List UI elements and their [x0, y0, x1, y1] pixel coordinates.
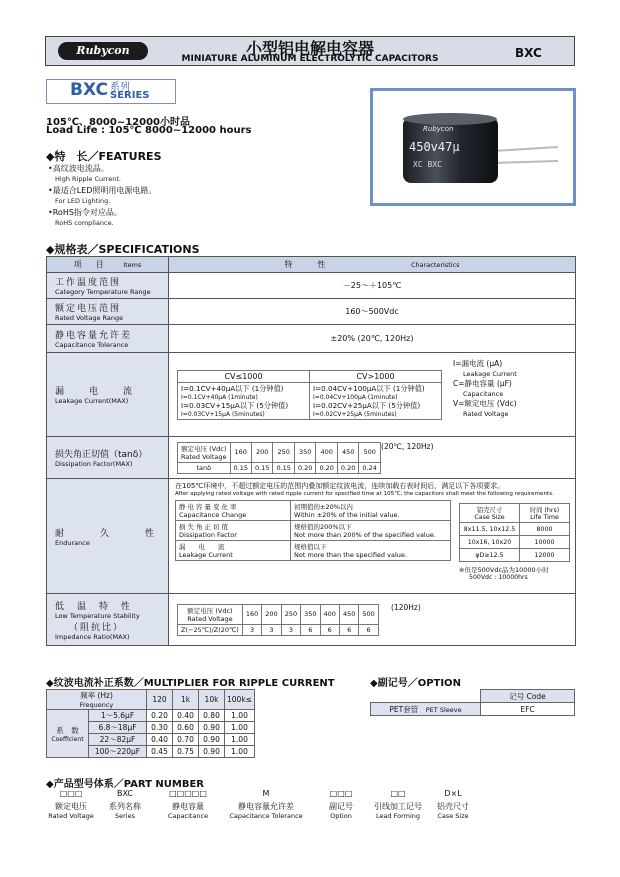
pn-label-en: Capacitance [167, 812, 209, 820]
endurance-note-cn: ※但是500Vdc品为10000小时 [459, 566, 549, 574]
pn-label-en: Capacitance Tolerance [229, 812, 303, 820]
pn-code: □□ [390, 789, 406, 798]
series-label-en: SERIES [110, 90, 150, 101]
voltage-value: 160～500Vdc [169, 299, 576, 325]
series-code: BXC [515, 46, 542, 60]
series-label-cn: 系列 [110, 82, 130, 93]
series-name: BXC [70, 80, 108, 100]
pn-label-cn: 副记号 [329, 802, 353, 811]
pn-code: □□□ [329, 789, 353, 798]
part-number-title: ◆产品型号体系／PART NUMBER [46, 779, 204, 790]
pn-code: □□□□□ [169, 789, 207, 798]
pn-label-cn: 系列名称 [109, 802, 141, 811]
endurance-items-table: 静电容量变化率 Capacitance Change 初期值的±20%以内 Within ±20% of the initial value. 损失角正切值 Dissipation Factor 规格值的200%以下 Not more than 200% of the specified value. 漏 电 流 Leakage Current 规格值以下 Not more than the specified value. [175, 500, 451, 561]
spec-row-dissipation: 损失角正切值（tanδ） Dissipation Factor(MAX) 额定电压 (Vdc) Rated Voltage 160 200 250 350 400 450 500 tanδ 0.15 0.15 0.15 0.20 0.20 0.20 0.24 (20℃, 120Hz) [47, 437, 576, 479]
pn-label-cn: 额定电压 [55, 802, 87, 811]
low-temp-condition: (120Hz) [391, 603, 421, 612]
pn-label-cn: 引线加工记号 [374, 802, 422, 811]
product-photo [370, 88, 576, 206]
pn-label-cn: 铝壳尺寸 [437, 802, 469, 811]
option-table: 记号 Code PET套管 PET Sleeve EFC [370, 689, 575, 716]
photo-cap-text: 450v47μ [409, 140, 460, 154]
feature-cn: •最适合LED照明用电源电路。 [48, 186, 157, 195]
dissipation-table: 额定电压 (Vdc) Rated Voltage 160 200 250 350 400 450 500 tanδ 0.15 0.15 0.15 0.20 0.20 0.20 0.24 [177, 442, 381, 474]
spec-row-low-temp: 低 温 特 性 Low Temperature Stability （阻抗比） Impedance Ratio(MAX) 额定电压 (Vdc) Rated Voltage 160 200 250 350 400 450 500 Z(−25℃)/Z(20℃) 3 3 3 6 6 6 6 (120Hz) [47, 594, 576, 646]
low-temp-table: 额定电压 (Vdc) Rated Voltage 160 200 250 350 400 450 500 Z(−25℃)/Z(20℃) 3 3 3 6 6 6 6 [177, 604, 379, 636]
photo-cap-text-2: XC BXC [413, 160, 442, 169]
brand-logo: Rubycon [58, 42, 148, 60]
multiplier-table: 频率 (Hz) Frequency 120 1k 10k 100k≤ 系 数 Coefficient 1～5.6μF 0.20 0.40 0.80 1.00 6.8～18μF 0.30 0.60 0.90 1.00 22～82μF 0.40 0.70 0.90 1.00 100～220μF 0.45 0.75 0.90 1.00 [46, 689, 255, 758]
page-title-en: MINIATURE ALUMINUM ELECTROLYTIC CAPACITORS [181, 54, 439, 64]
feature-cn: •高纹波电流品。 [48, 164, 109, 173]
pn-code: D×L [444, 789, 462, 798]
pn-label-cn: 静电容量允许差 [238, 802, 294, 811]
feature-en: For LED Lighting. [55, 197, 111, 205]
pn-label-en: Option [330, 812, 352, 820]
feature-en: RoHS compliance. [55, 219, 114, 227]
endurance-desc-en: After applying rated voltage with rated ripple current for specified time at 105℃, the capacitors shall meet the following requirements. [175, 491, 554, 497]
endurance-note-en: 500Vdc : 10000hrs [469, 574, 528, 581]
spec-table [46, 256, 576, 646]
page-title-cn: 小型铝电解电容器 [245, 39, 374, 58]
leakage-legend: I=漏电流 (μA) Leakage Current C=静电容量 (μF) Capacitance V=额定电压 (Vdc) Rated Voltage [453, 359, 517, 418]
specs-title: ◆规格表／SPECIFICATIONS [46, 243, 200, 256]
dissipation-condition: (20℃, 120Hz) [381, 442, 434, 451]
pn-label-cn: 静电容量 [172, 802, 204, 811]
capacitor-image [373, 91, 573, 203]
spec-row-leakage: 漏 电 流 Leakage Current(MAX) CV≤1000 CV>1000 I=0.1CV+40μA以下 (1分钟值) I=0.1CV+40μA (1minute) I=0.03CV+15μA以下 (5分钟值) I=0.03CV+15μA (5minutes) I=0.04CV+100μA以下 (1分钟值) I=0.04CV+100μA (1minute) I=0.02CV+25μA以下 (5分钟值) I=0.02CV+25μA (5minutes) I=漏电流 (μA) Leakage Current C=静电容量 (μF) Capacitance V=额定电压 (Vdc) Rated Voltage [47, 353, 576, 437]
spec-row-endurance: 耐 久 性 Endurance 在105℃环境中，不超过额定电压的范围内叠加额定纹波电流，连续加载右表时间后，满足以下各项要求。 After applying rated voltage with rated ripple current for specified time at 105℃, the capacitors shall meet the following requirements. 静电容量变化率 Capacitance Change 初期值的±20%以内 Within ±20% of the initial value. 损失角正切值 Dissipation Factor 规格值的200%以下 Not more than 200% of the specified value. 漏 电 流 Leakage Current 规格值以下 Not more than the specified value. 铝壳尺寸 Case Size 时间 (hrs) Life Time 8x11.5, 10x12.5 8000 10x16, 10x20 10000 φD≥12.5 12000 ※但是500Vdc品为10000小时 500Vdc : 10000hrs [47, 479, 576, 594]
pn-code: M [262, 789, 270, 798]
pn-label-en: Rated Voltage [48, 812, 94, 820]
load-life-en: Load Life : 105℃ 8000~12000 hours [46, 125, 252, 136]
photo-brand-text: Rubycon [423, 125, 454, 133]
pn-code: BXC [117, 789, 133, 798]
spec-row-tolerance: 静电容量允许差 Capacitance Tolerance ±20% (20℃, 120Hz) [47, 325, 576, 353]
option-code-head: 记号 Code [481, 690, 575, 703]
pn-label-en: Lead Forming [375, 812, 421, 820]
feature-en: High Ripple Current. [55, 175, 121, 183]
life-time-table: 铝壳尺寸 Case Size 时间 (hrs) Life Time 8x11.5, 10x12.5 8000 10x16, 10x20 10000 φD≥12.5 12000 [459, 503, 570, 562]
temperature-value: －25～＋105℃ [169, 273, 576, 299]
features-title: ◆特 长／FEATURES [46, 150, 162, 163]
characteristics-header: 特 性 Characteristics [169, 257, 576, 273]
spec-row-voltage: 额定电压范围 Rated Voltage Range 160～500Vdc [47, 299, 576, 325]
spec-row-temperature: 工作温度范围 Category Temperature Range －25～＋105℃ [47, 273, 576, 299]
pn-label-en: Case Size [437, 812, 469, 820]
items-header: 项 目 Items [47, 257, 169, 273]
multiplier-title: ◆纹波电流补正系数／MULTIPLIER FOR RIPPLE CURRENT [46, 678, 335, 689]
option-code-value: EFC [481, 703, 575, 716]
tolerance-value: ±20% (20℃, 120Hz) [169, 325, 576, 353]
endurance-desc-cn: 在105℃环境中，不超过额定电压的范围内叠加额定纹波电流，连续加载右表时间后，满足以下各项要求。 [175, 482, 505, 490]
load-life-cn: 105℃、8000~12000小时品 [46, 117, 190, 128]
option-title: ◆副记号／OPTION [370, 678, 461, 689]
pn-code: □□□ [59, 789, 83, 798]
leakage-formula-table: CV≤1000 CV>1000 I=0.1CV+40μA以下 (1分钟值) I=0.1CV+40μA (1minute) I=0.03CV+15μA以下 (5分钟值) I=0.03CV+15μA (5minutes) I=0.04CV+100μA以下 (1分钟值) I=0.04CV+100μA (1minute) I=0.02CV+25μA以下 (5分钟值) I=0.02CV+25μA (5minutes) [177, 370, 442, 420]
pn-label-en: Series [115, 812, 135, 820]
leakage-col2-head: CV>1000 [310, 370, 442, 382]
spec-header-row [47, 257, 576, 273]
feature-cn: •RoHS指令对应品。 [48, 208, 122, 217]
leakage-col1-head: CV≤1000 [178, 370, 310, 382]
